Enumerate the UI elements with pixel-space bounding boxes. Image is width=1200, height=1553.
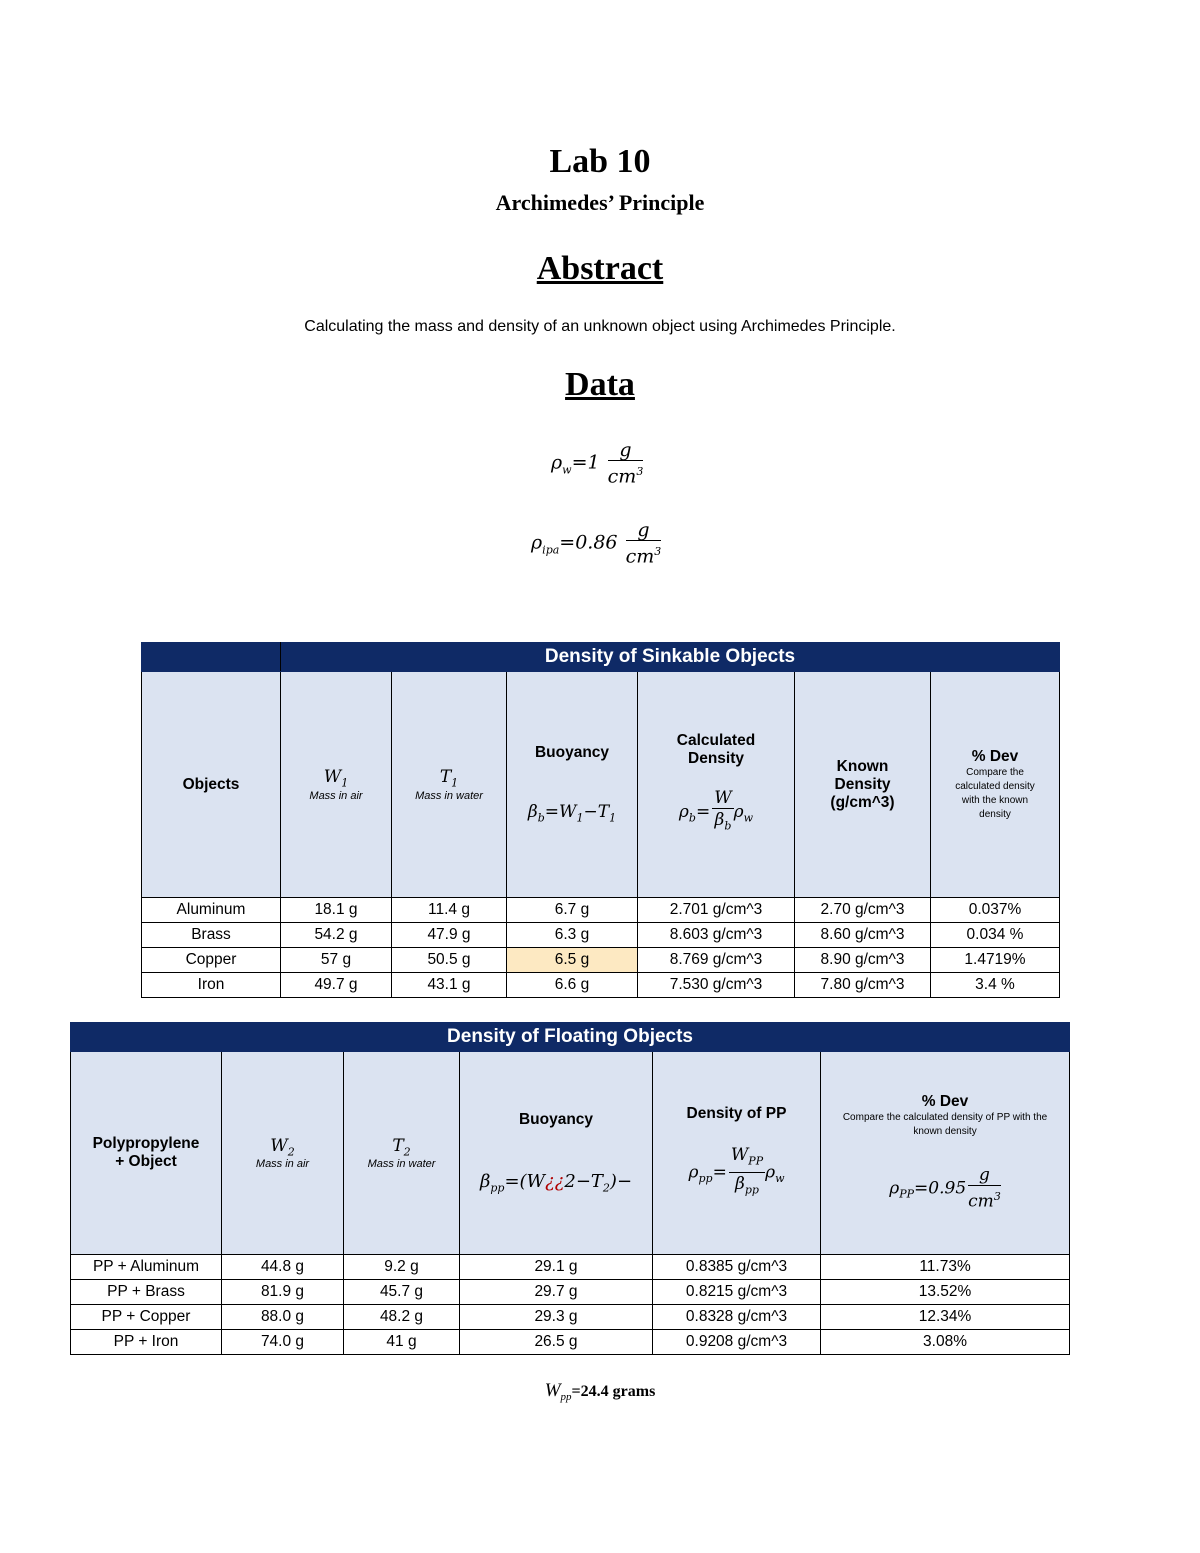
equation-rho-ipa: $\rho_{ipa}=0.86$ $\frac{g}{cm^3}$: [531, 519, 662, 568]
table-cell: 11.4 g: [392, 898, 507, 923]
table-cell: 3.4 %: [931, 973, 1060, 998]
header-density-pp: Density of PP $\rho_{pp}=$ $\frac{W_{PP}}{\beta_{pp}}$ $\rho_w$: [653, 1052, 821, 1255]
table-cell: 9.2 g: [344, 1255, 460, 1280]
abstract-heading: Abstract: [536, 250, 664, 287]
table-cell: 2.701 g/cm^3: [638, 898, 795, 923]
table-cell: PP + Aluminum: [71, 1255, 222, 1280]
table-cell: 74.0 g: [222, 1330, 344, 1355]
table-cell: 8.90 g/cm^3: [795, 948, 931, 973]
table-cell: 2.70 g/cm^3: [795, 898, 931, 923]
document-subtitle: Archimedes’ Principle: [495, 190, 705, 215]
floating-table-row: [71, 1255, 1070, 1280]
sinkable-objects-table: [141, 642, 1060, 998]
table-cell: 0.9208 g/cm^3: [653, 1330, 821, 1355]
table-cell: 0.8215 g/cm^3: [653, 1280, 821, 1305]
table-cell: 49.7 g: [281, 973, 392, 998]
sinkable-table-row: [142, 898, 1060, 923]
table-cell: 8.60 g/cm^3: [795, 923, 931, 948]
header-w2: $W_2$ Mass in air: [222, 1052, 344, 1255]
table-cell: 6.5 g: [507, 948, 638, 973]
equation-rho-water: $\rho_w=1$ $\frac{g}{cm^3}$: [551, 439, 644, 488]
table-cell: 81.9 g: [222, 1280, 344, 1305]
header-w1: $W_1$ Mass in air: [281, 672, 392, 898]
sinkable-table-row: [142, 973, 1060, 998]
table-cell: Iron: [142, 973, 281, 998]
table-cell: 54.2 g: [281, 923, 392, 948]
table-cell: PP + Brass: [71, 1280, 222, 1305]
table-cell: Copper: [142, 948, 281, 973]
floating-table-title: Density of Floating Objects: [71, 1023, 1070, 1052]
table-cell: 11.73%: [821, 1255, 1070, 1280]
table-cell: PP + Copper: [71, 1305, 222, 1330]
table-cell: 48.2 g: [344, 1305, 460, 1330]
table-cell: 13.52%: [821, 1280, 1070, 1305]
document-title: Lab 10: [549, 143, 651, 180]
header-objects: Objects: [142, 672, 281, 898]
header-t1: $T_1$ Mass in water: [392, 672, 507, 898]
table-cell: 18.1 g: [281, 898, 392, 923]
header-t2: $T_2$ Mass in water: [344, 1052, 460, 1255]
table-cell: 57 g: [281, 948, 392, 973]
table-cell: 3.08%: [821, 1330, 1070, 1355]
table-cell: 50.5 g: [392, 948, 507, 973]
table-cell: 29.3 g: [460, 1305, 653, 1330]
header-known-density: Known Density (g/cm^3): [795, 672, 931, 898]
abstract-text: Calculating the mass and density of an unknown object using Archimedes Principle.: [304, 318, 896, 335]
table-cell: 6.3 g: [507, 923, 638, 948]
header-percent-dev: % Dev Compare the calculated density with the known density: [931, 672, 1060, 898]
floating-objects-table: [70, 1022, 1070, 1355]
table-cell: 1.4719%: [931, 948, 1060, 973]
table-cell: 12.34%: [821, 1305, 1070, 1330]
table-cell: 47.9 g: [392, 923, 507, 948]
header-polypropylene-object: Polypropylene + Object: [71, 1052, 222, 1255]
table-cell: 45.7 g: [344, 1280, 460, 1305]
table-cell: Aluminum: [142, 898, 281, 923]
table-cell: 6.7 g: [507, 898, 638, 923]
table-cell: Brass: [142, 923, 281, 948]
table-cell: 43.1 g: [392, 973, 507, 998]
table-cell: 0.034 %: [931, 923, 1060, 948]
floating-table-row: [71, 1305, 1070, 1330]
sinkable-table-row: [142, 923, 1060, 948]
header-buoyancy: Buoyancy $\beta_b=W_1-T_1$: [507, 672, 638, 898]
table-cell: 8.603 g/cm^3: [638, 923, 795, 948]
table-cell: 6.6 g: [507, 973, 638, 998]
table-cell: 88.0 g: [222, 1305, 344, 1330]
sinkable-table-row: [142, 948, 1060, 973]
table-cell: 0.8328 g/cm^3: [653, 1305, 821, 1330]
header-calculated-density: Calculated Density $\rho_b=$ $\frac{W}{\beta_b}$ $\rho_w$: [638, 672, 795, 898]
sinkable-band-spacer: [142, 643, 281, 672]
sinkable-table-title: Density of Sinkable Objects: [281, 643, 1060, 672]
table-cell: 7.530 g/cm^3: [638, 973, 795, 998]
header-buoyancy-pp: Buoyancy $\beta_{pp}=(W¿¿2-T_2)-$: [460, 1052, 653, 1255]
table-cell: 44.8 g: [222, 1255, 344, 1280]
table-cell: 41 g: [344, 1330, 460, 1355]
table-cell: 26.5 g: [460, 1330, 653, 1355]
table-cell: 29.1 g: [460, 1255, 653, 1280]
data-heading: Data: [565, 366, 635, 403]
header-percent-dev-pp: % Dev Compare the calculated density of PP with the known density $\rho_{PP}=0.95$ $\frac{g}{cm^3}$: [821, 1052, 1070, 1255]
table-cell: 7.80 g/cm^3: [795, 973, 931, 998]
floating-table-row: [71, 1280, 1070, 1305]
table-cell: 0.037%: [931, 898, 1060, 923]
table-cell: 0.8385 g/cm^3: [653, 1255, 821, 1280]
table-cell: 29.7 g: [460, 1280, 653, 1305]
floating-table-row: [71, 1330, 1070, 1355]
table-cell: 8.769 g/cm^3: [638, 948, 795, 973]
polypropylene-mass-note: $W_{pp}=24.4$ grams: [544, 1380, 656, 1404]
table-cell: PP + Iron: [71, 1330, 222, 1355]
